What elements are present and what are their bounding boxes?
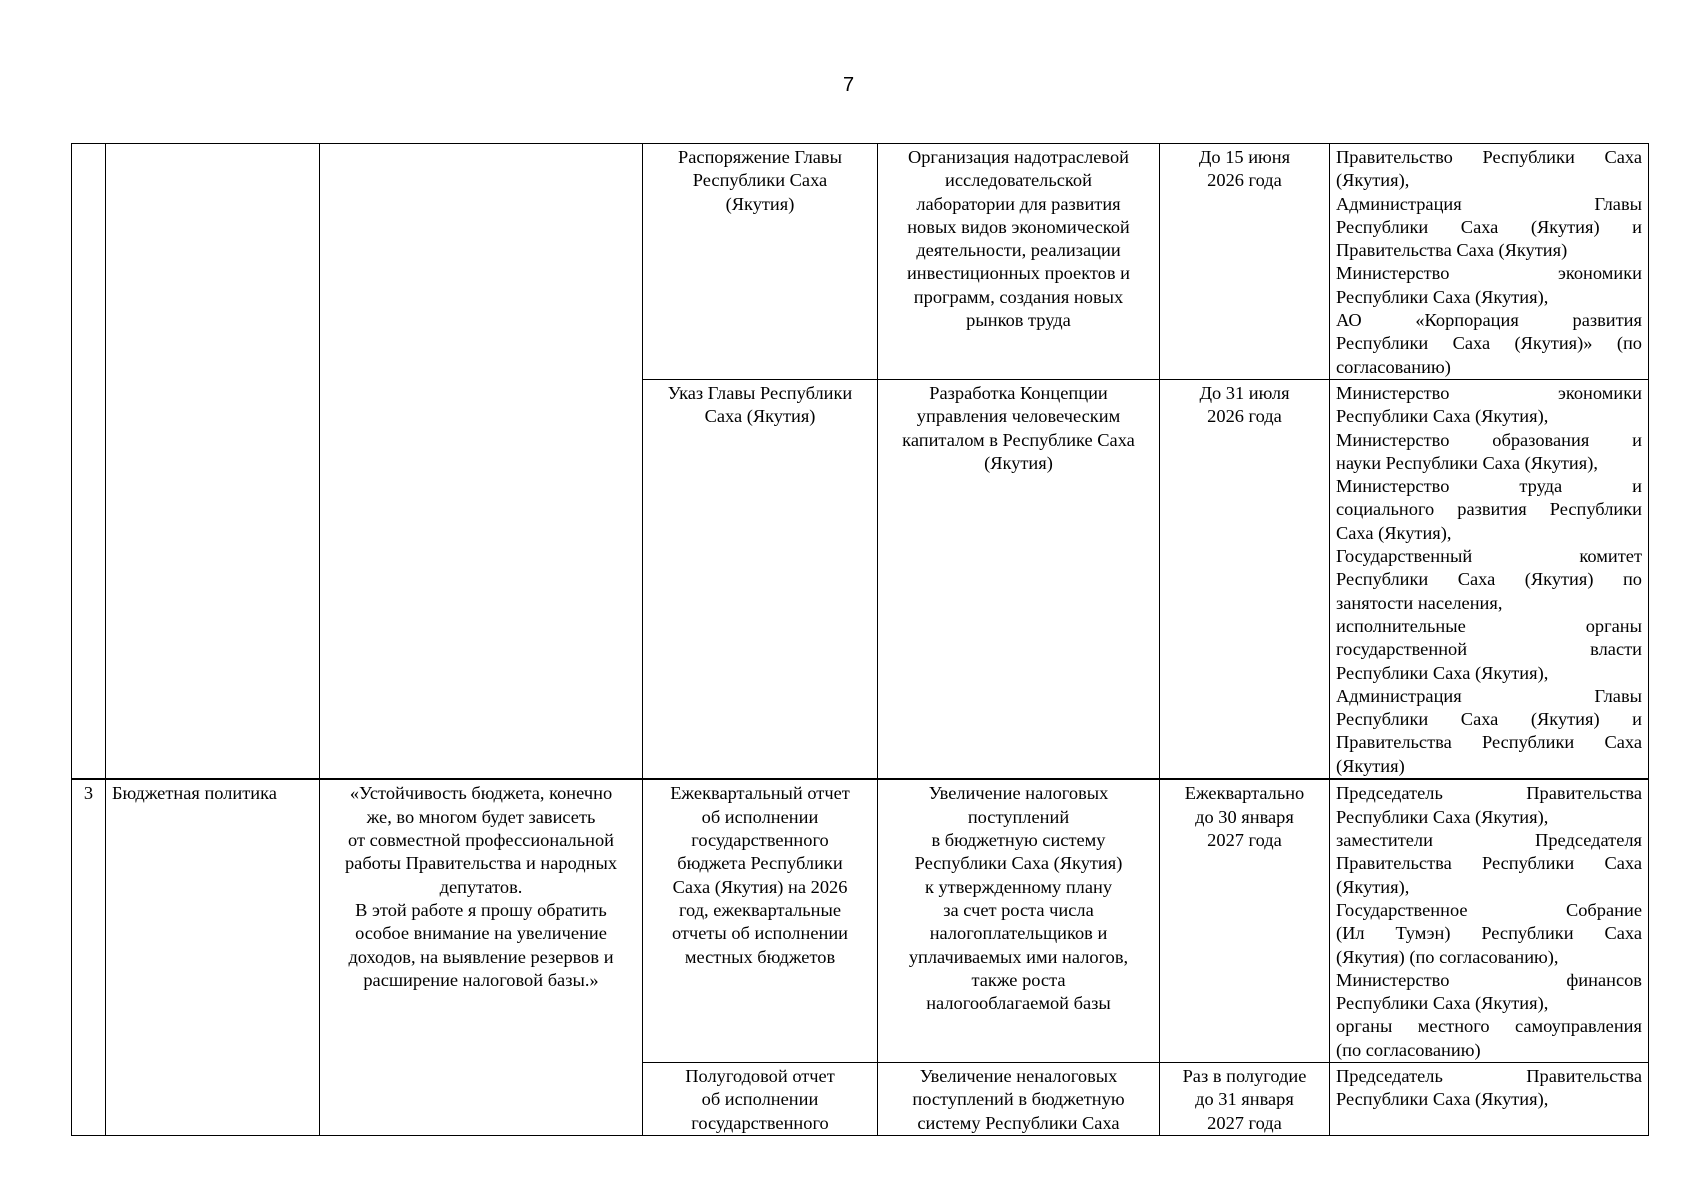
responsible-line: занятости населения, bbox=[1336, 592, 1503, 613]
responsible-line: Саха (Якутия), bbox=[1336, 522, 1452, 543]
direction-cell: Бюджетная политика bbox=[106, 779, 320, 1135]
activity-cell: Увеличение неналоговых поступлений в бюджетную систему Республики Саха bbox=[878, 1063, 1160, 1136]
responsible-cell bbox=[1330, 379, 1649, 779]
responsible-line: Администрация Главы bbox=[1336, 193, 1642, 214]
responsible-line: Республики Саха (Якутия), bbox=[1336, 406, 1549, 427]
page-number: 7 bbox=[842, 74, 855, 96]
responsible-line: Правительства Республики Саха bbox=[1336, 853, 1642, 874]
responsible-line: Правительство Республики Саха bbox=[1336, 147, 1642, 167]
responsible-line: Республики Саха (Якутия) и bbox=[1336, 709, 1642, 730]
responsible-line: (Якутия), bbox=[1336, 170, 1410, 191]
responsible-line: Министерство труда и bbox=[1336, 476, 1642, 497]
responsible-line: Республики Саха (Якутия), bbox=[1336, 806, 1549, 827]
responsible-line: (Ил Тумэн) Республики Саха bbox=[1336, 923, 1642, 944]
responsible-line: государственной власти bbox=[1336, 639, 1642, 660]
responsible-line: науки Республики Саха (Якутия), bbox=[1336, 452, 1598, 473]
deadline-cell: Ежеквартально до 30 января 2027 года bbox=[1160, 779, 1330, 1062]
activity-cell: Увеличение налоговых поступлений в бюджетную систему Республики Саха (Якутия) к утвержденному плану за счет роста числа налогоплательщиков и уплачиваемых ими налогов, также роста налогооблагаемой базы bbox=[878, 779, 1160, 1062]
responsible-line: социального развития Республики bbox=[1336, 499, 1642, 520]
row-number-cell: 3 bbox=[72, 779, 106, 1135]
quote-cell: «Устойчивость бюджета, конечно же, во многом будет зависеть от совместной профессиональной работы Правительства и народных депутатов. В этой работе я прошу обратить особое внимание на увеличение доходов, на выявление резервов и расширение налоговой базы.» bbox=[320, 779, 643, 1135]
responsible-line: Республики Саха (Якутия) по bbox=[1336, 569, 1642, 590]
responsible-line: Правительства Саха (Якутия) bbox=[1336, 240, 1568, 261]
deadline-cell: До 15 июня 2026 года bbox=[1160, 144, 1330, 380]
responsible-line: Министерство экономики bbox=[1336, 382, 1642, 403]
responsible-line: Министерство образования и bbox=[1336, 429, 1642, 450]
responsible-line: Правительства Республики Саха bbox=[1336, 732, 1642, 753]
table-row bbox=[72, 144, 1649, 380]
responsible-line: органы местного самоуправления bbox=[1336, 1016, 1642, 1037]
responsible-line: (по согласованию) bbox=[1336, 1039, 1481, 1060]
responsible-line: Республики Саха (Якутия), bbox=[1336, 1089, 1549, 1110]
responsible-line: Председатель Правительства bbox=[1336, 783, 1642, 804]
responsible-line: Государственное Собрание bbox=[1336, 899, 1642, 920]
table-row bbox=[72, 779, 1649, 1062]
responsible-cell bbox=[1330, 779, 1649, 1062]
responsible-line: Республики Саха (Якутия), bbox=[1336, 662, 1549, 683]
document-cell: Полугодовой отчет об исполнении государственного bbox=[643, 1063, 878, 1136]
responsible-line: согласованию) bbox=[1336, 356, 1451, 377]
responsible-line: Республики Саха (Якутия), bbox=[1336, 286, 1549, 307]
responsible-cell bbox=[1330, 1063, 1649, 1136]
responsible-line: исполнительные органы bbox=[1336, 615, 1642, 636]
responsible-line: АО «Корпорация развития bbox=[1336, 310, 1642, 331]
deadline-cell: Раз в полугодие до 31 января 2027 года bbox=[1160, 1063, 1330, 1136]
activity-cell: Разработка Концепции управления человеческим капиталом в Республике Саха (Якутия) bbox=[878, 379, 1160, 779]
document-cell: Распоряжение Главы Республики Саха (Якутия) bbox=[643, 144, 878, 380]
responsible-line: Председатель Правительства bbox=[1336, 1066, 1642, 1087]
row-number-cell bbox=[72, 144, 106, 780]
responsible-line: заместители Председателя bbox=[1336, 830, 1642, 851]
quote-cell bbox=[320, 144, 643, 780]
responsible-line: Государственный комитет bbox=[1336, 546, 1642, 567]
document-cell: Указ Главы Республики Саха (Якутия) bbox=[643, 379, 878, 779]
responsible-line: Республики Саха (Якутия), bbox=[1336, 993, 1549, 1014]
responsible-line: (Якутия), bbox=[1336, 876, 1410, 897]
responsible-cell bbox=[1330, 144, 1649, 380]
document-cell: Ежеквартальный отчет об исполнении государственного бюджета Республики Саха (Якутия) на 2026 год, ежеквартальные отчеты об исполнении местных бюджетов bbox=[643, 779, 878, 1062]
responsible-line: Республики Саха (Якутия) и bbox=[1336, 216, 1642, 237]
responsible-line: (Якутия) (по согласованию), bbox=[1336, 946, 1559, 967]
responsible-line: Министерство экономики bbox=[1336, 263, 1642, 284]
direction-cell bbox=[106, 144, 320, 780]
plan-table bbox=[71, 143, 1649, 1136]
responsible-line: (Якутия) bbox=[1336, 755, 1405, 776]
responsible-line: Администрация Главы bbox=[1336, 685, 1642, 706]
deadline-cell: До 31 июля 2026 года bbox=[1160, 379, 1330, 779]
responsible-line: Республики Саха (Якутия)» (по bbox=[1336, 333, 1642, 354]
activity-cell: Организация надотраслевой исследовательской лаборатории для развития новых видов экономической деятельности, реализации инвестиционных проектов и программ, создания новых рынков труда bbox=[878, 144, 1160, 380]
responsible-line: Министерство финансов bbox=[1336, 969, 1642, 990]
